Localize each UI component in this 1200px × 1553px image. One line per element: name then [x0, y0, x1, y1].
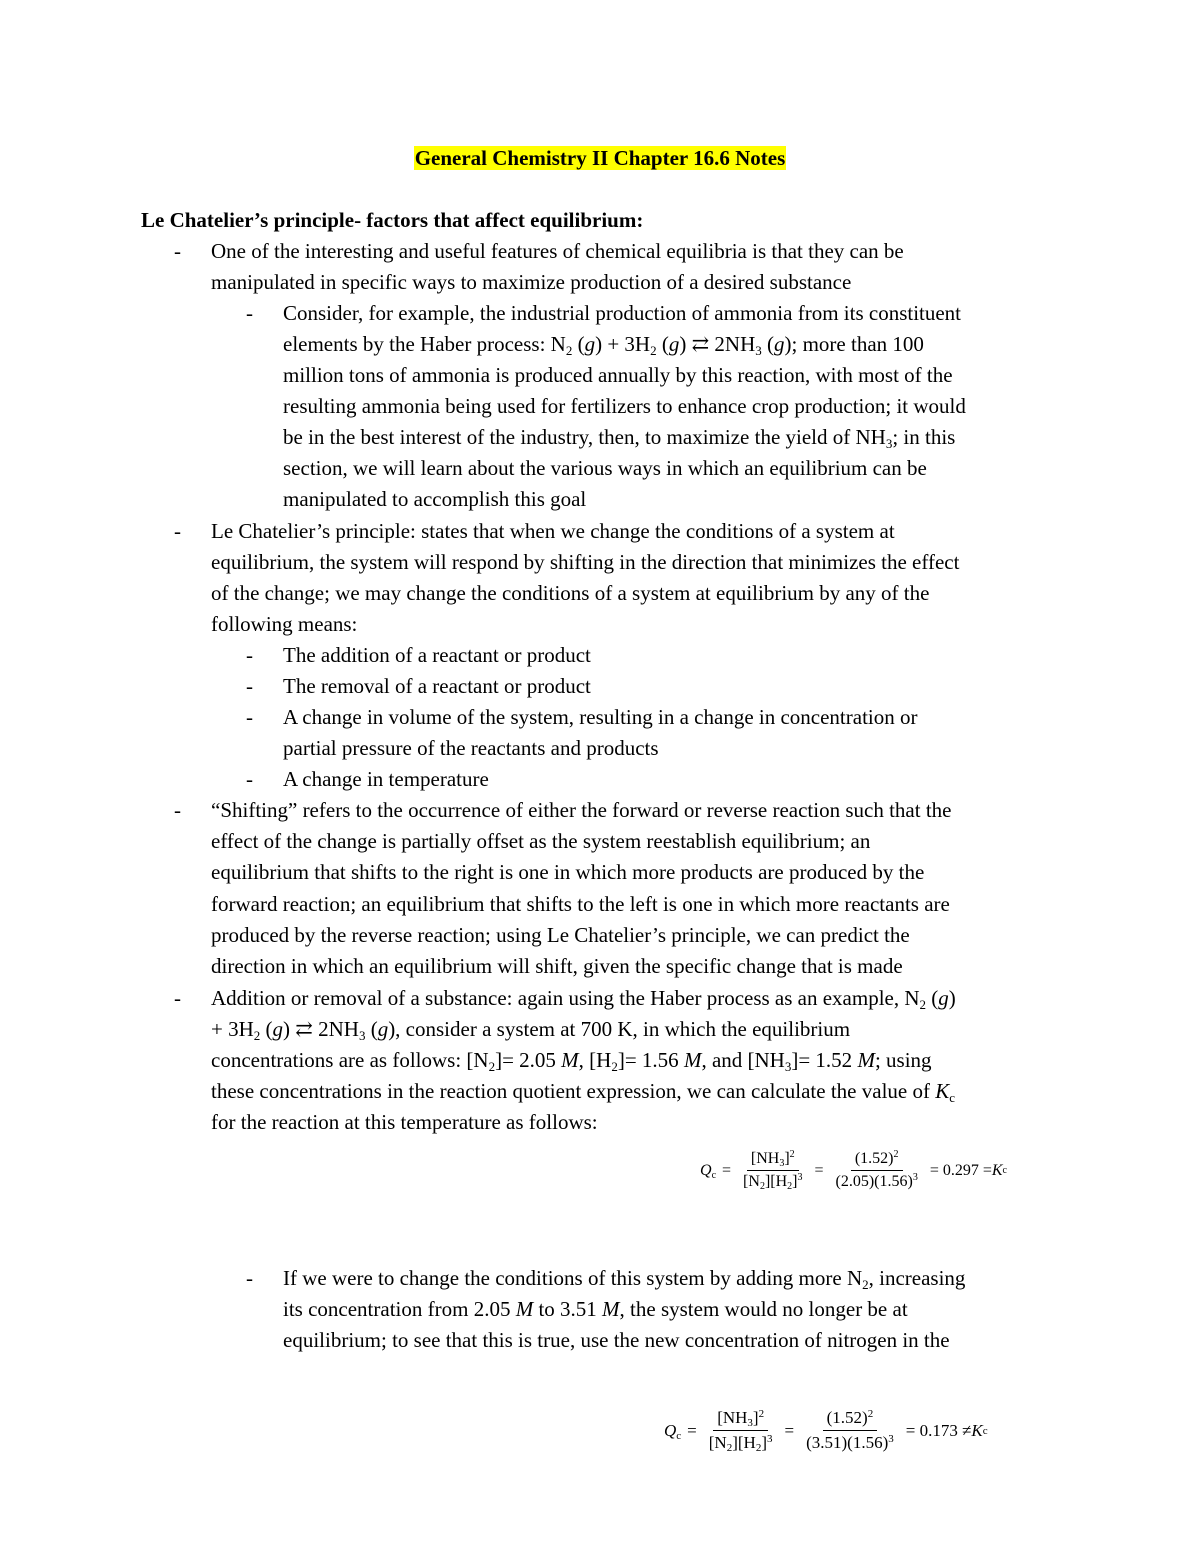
subscript: 2: [565, 343, 573, 358]
text-line: [283, 1264, 965, 1292]
superscript: 2: [789, 1149, 795, 1160]
title-highlight: General Chemistry II Chapter 16.6 Notes: [414, 146, 786, 170]
italic-run: K: [935, 1079, 950, 1103]
subscript: 2: [726, 1442, 733, 1454]
text-line: The addition of a reactant or product: [283, 643, 591, 667]
eq-text: [NH: [750, 1150, 780, 1167]
text-line: effect of the change is partially offset as the system reestablish equilibrium; an: [211, 829, 871, 853]
text-run: ]= 1.52: [791, 1048, 858, 1072]
eq-text: ][H: [764, 1173, 788, 1190]
italic-run: g: [272, 1017, 284, 1041]
text-run: to 3.51: [533, 1297, 603, 1321]
bullet-dash: -: [174, 798, 181, 822]
bullet-dash: -: [246, 705, 253, 729]
text-line: manipulated to accomplish this goal: [283, 487, 587, 511]
text-run: If we were to change the conditions of this system by adding more N: [283, 1266, 863, 1290]
section-heading: Le Chatelier’s principle- factors that affect equilibrium:: [141, 208, 644, 232]
eq-text: [N: [708, 1433, 727, 1452]
text-line: direction in which an equilibrium will shift, given the specific change that is made: [211, 954, 903, 978]
eq-fraction-symbolic: [739, 1150, 806, 1191]
subscript: 2: [919, 997, 927, 1012]
subscript: 3: [358, 1028, 366, 1043]
italic-run: g: [668, 332, 680, 356]
subscript: c: [949, 1090, 956, 1105]
eq-text: ]: [761, 1433, 767, 1452]
bullet-dash: -: [246, 1266, 253, 1290]
text-line: section, we will learn about the various ways in which an equilibrium can be: [283, 456, 927, 480]
eq-result: = 0.173 ≠: [905, 1420, 972, 1440]
eq-denominator: [705, 1431, 777, 1453]
eq-q-symbol: Q: [700, 1161, 712, 1179]
superscript: 3: [912, 1172, 918, 1183]
italic-run: g: [377, 1017, 389, 1041]
text-line: forward reaction; an equilibrium that shifts to the left is one in which more reactants are: [211, 892, 950, 916]
bullet-dash: -: [174, 519, 181, 543]
subscript: 2: [650, 343, 657, 358]
eq-result: = 0.297 =: [929, 1161, 992, 1179]
text-run: ) ⇄ 2NH: [679, 332, 756, 356]
superscript: 2: [758, 1408, 765, 1420]
eq-text: [N: [743, 1173, 760, 1190]
eq-numerator: [747, 1150, 799, 1171]
subscript: 2: [488, 1059, 496, 1074]
italic-run: g: [584, 332, 596, 356]
bullet-dash: -: [246, 767, 253, 791]
eq-text: ]: [792, 1173, 798, 1190]
text-run: (: [572, 332, 585, 356]
equation-qc-new: $Q_c$ = $\frac{[NH_3]^2}{[N_2][H_2]^3}$ = $\frac{(1.52)^2}{(3.51)(1.56)^3}$ = 0.173 ≠ K c: [664, 1408, 988, 1454]
italic-run: M: [602, 1297, 620, 1321]
text-run: ); more than 100: [784, 332, 924, 356]
text-line: equilibrium that shifts to the right is one in which more products are produced by the: [211, 860, 925, 884]
subscript: 2: [787, 1181, 793, 1192]
italic-run: M: [683, 1048, 702, 1072]
text-run: these concentrations in the reaction quotient expression, we can calculate the value of: [211, 1079, 936, 1103]
eq-numerator: [823, 1408, 878, 1431]
subscript: c: [711, 1169, 717, 1181]
text-run: , and [NH: [701, 1048, 785, 1072]
subscript: 2: [759, 1181, 765, 1192]
eq-text: [NH: [717, 1408, 748, 1427]
text-line: Le Chatelier’s principle: states that when we change the conditions of a system at: [211, 519, 895, 543]
text-line: of the change; we may change the conditions of a system at equilibrium by any of the: [211, 581, 930, 605]
text-run: ; in this: [892, 425, 956, 449]
italic-run: M: [515, 1297, 534, 1321]
text-line: partial pressure of the reactants and products: [283, 736, 659, 760]
text-line: [283, 1295, 908, 1323]
eq-numerator: [851, 1150, 903, 1171]
text-line: A change in temperature: [283, 767, 489, 791]
page-title: [0, 144, 1200, 172]
text-line: [211, 1015, 850, 1043]
eq-text: ][H: [732, 1433, 756, 1452]
eq-denominator: [802, 1431, 898, 1453]
text-line: [283, 330, 924, 358]
text-run: , the system would no longer be at: [619, 1297, 908, 1321]
text-run: Addition or removal of a substance: again using the Haber process as an example, N: [211, 986, 920, 1010]
eq-fraction-numeric: [802, 1408, 898, 1453]
bullet-dash: -: [246, 674, 253, 698]
text-line: [211, 1077, 955, 1105]
eq-k-symbol: K: [971, 1420, 983, 1440]
subscript: 2: [755, 1442, 762, 1454]
bullet-dash: -: [246, 643, 253, 667]
text-line: Consider, for example, the industrial production of ammonia from its constituent: [283, 301, 962, 325]
eq-numerator: [713, 1408, 768, 1431]
text-line: [211, 984, 956, 1012]
superscript: 2: [893, 1149, 899, 1160]
text-line: “Shifting” refers to the occurrence of either the forward or reverse reaction such that the: [211, 798, 952, 822]
subscript: 3: [755, 343, 762, 358]
bullet-dash: -: [174, 986, 181, 1010]
eq-text: ]: [784, 1150, 790, 1167]
italic-run: M: [857, 1048, 875, 1072]
text-line: million tons of ammonia is produced annually by this reaction, with most of the: [283, 363, 953, 387]
text-run: ]= 2.05: [495, 1048, 562, 1072]
text-line: [211, 1046, 932, 1074]
text-line: for the reaction at this temperature as follows:: [211, 1110, 598, 1134]
text-run: ): [948, 986, 956, 1010]
eq-text: (1.52): [826, 1408, 868, 1427]
text-run: (: [260, 1017, 273, 1041]
eq-equals: =: [784, 1420, 795, 1440]
text-run: be in the best interest of the industry, then, to maximize the yield of NH: [283, 425, 886, 449]
text-run: ; using: [874, 1048, 932, 1072]
text-line: The removal of a reactant or product: [283, 674, 591, 698]
text-run: (: [656, 332, 669, 356]
text-run: (: [365, 1017, 378, 1041]
eq-equals: =: [722, 1161, 732, 1179]
text-run: concentrations are as follows: [N: [211, 1048, 489, 1072]
eq-q-symbol: Q: [664, 1420, 677, 1440]
subscript: 3: [779, 1158, 785, 1169]
text-line: equilibrium; to see that this is true, use the new concentration of nitrogen in the: [283, 1328, 950, 1352]
text-line: A change in volume of the system, resulting in a change in concentration or: [283, 705, 918, 729]
superscript: 3: [888, 1433, 894, 1445]
subscript: 2: [253, 1028, 261, 1043]
subscript: 3: [784, 1059, 792, 1074]
text-line: [283, 423, 955, 451]
text-run: , increasing: [868, 1266, 966, 1290]
text-run: its concentration from 2.05: [283, 1297, 516, 1321]
eq-q: [664, 1421, 681, 1441]
text-run: + 3H: [211, 1017, 254, 1041]
italic-run: g: [774, 332, 785, 356]
italic-run: g: [938, 986, 949, 1010]
text-run: ), consider a system at 700 K, in which the equilibrium: [388, 1017, 851, 1041]
eq-fraction-symbolic: [705, 1408, 777, 1453]
text-line: One of the interesting and useful features of chemical equilibria is that they can be: [211, 239, 904, 263]
eq-equals: =: [814, 1161, 824, 1179]
superscript: 2: [867, 1408, 874, 1420]
text-run: ]= 1.56: [617, 1048, 684, 1072]
subscript: 2: [862, 1277, 869, 1292]
eq-text: (3.51)(1.56): [806, 1433, 889, 1452]
text-run: ) + 3H: [595, 332, 651, 356]
superscript: 3: [767, 1433, 773, 1445]
text-line: produced by the reverse reaction; using Le Chatelier’s principle, we can predict the: [211, 923, 910, 947]
eq-q: [700, 1162, 716, 1180]
eq-text: ]: [752, 1408, 759, 1427]
bullet-dash: -: [246, 301, 253, 325]
eq-fraction-numeric: [832, 1150, 922, 1191]
subscript: c: [676, 1429, 682, 1442]
text-line: manipulated in specific ways to maximize production of a desired substance: [211, 270, 852, 294]
superscript: 3: [797, 1172, 803, 1183]
eq-text: (2.05)(1.56): [835, 1173, 913, 1190]
text-run: , [H: [578, 1048, 612, 1072]
subscript: 2: [611, 1059, 618, 1074]
text-run: elements by the Haber process: N: [283, 332, 566, 356]
subscript: 3: [747, 1417, 753, 1429]
italic-run: M: [561, 1048, 579, 1072]
text-line: following means:: [211, 612, 358, 636]
eq-equals: =: [687, 1420, 697, 1440]
eq-k-symbol: K: [991, 1161, 1003, 1179]
equation-qc-initial: $Q_c$ = $\frac{[NH_3]^2}{[N_2][H_2]^3}$ = $\frac{(1.52)^2}{(2.05)(1.56)^3}$ = 0.297 = K c: [700, 1149, 1007, 1192]
text-run: (: [761, 332, 775, 356]
text-run: (: [926, 986, 939, 1010]
subscript: 3: [885, 436, 893, 451]
text-line: equilibrium, the system will respond by shifting in the direction that minimizes the effect: [211, 550, 960, 574]
eq-text: (1.52): [854, 1150, 894, 1167]
eq-denominator: [739, 1171, 806, 1191]
bullet-dash: -: [174, 239, 181, 263]
eq-denominator: [832, 1171, 922, 1191]
text-run: ) ⇄ 2NH: [283, 1017, 359, 1041]
text-line: resulting ammonia being used for fertilizers to enhance crop production; it would: [283, 394, 966, 418]
